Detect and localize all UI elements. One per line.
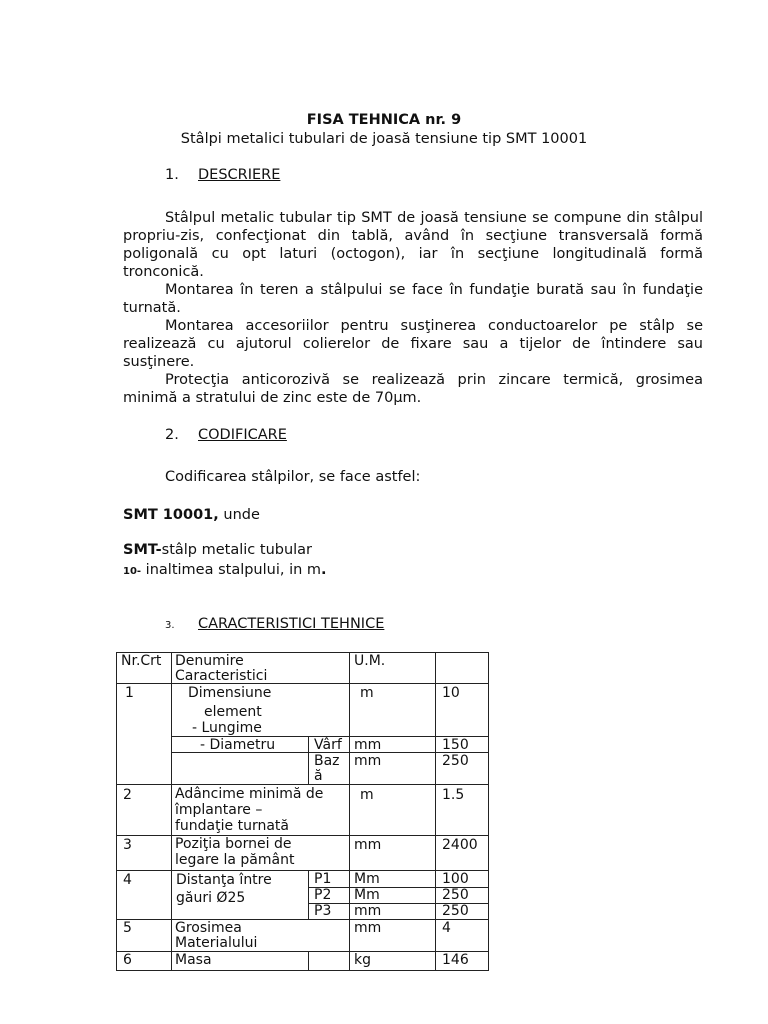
row3-um: mm: [354, 837, 382, 853]
section-heading-codificare: [165, 427, 287, 443]
row2-den-2: împlantare –: [175, 802, 263, 818]
description-paragraph-4: Protecţia anticorozivă se realizează prin zincare termică, grosimea minimă a stratului de zinc este de 70µm.: [123, 372, 703, 406]
row2-den-3: fundaţie turnată: [175, 818, 289, 834]
row2-um: m: [360, 787, 374, 803]
row6-nr: 6: [123, 952, 132, 968]
row5-nr: 5: [123, 920, 132, 936]
codification-intro: Codificarea stâlpilor, se face astfel:: [165, 469, 421, 485]
section-title: DESCRIERE: [198, 167, 281, 183]
smt-def: stâlp metalic tubular: [161, 542, 313, 558]
header-um: U.M.: [354, 653, 386, 669]
row5-value: 4: [442, 920, 451, 936]
height-term: 10-: [123, 566, 142, 577]
row4-den-1: Distanţa între: [176, 872, 272, 888]
row1-den-1: Dimensiune: [188, 685, 272, 701]
row2-den-1: Adâncime minimă de: [175, 786, 324, 802]
section-number: 3.: [165, 620, 175, 631]
row2-value: 1.5: [442, 787, 465, 803]
row6-value: 146: [442, 952, 469, 968]
row4-p3-um: mm: [354, 903, 382, 919]
height-definition: [123, 562, 327, 578]
header-nr: Nr.Crt: [121, 653, 162, 669]
row4-p1: P1: [314, 871, 332, 887]
row5-um: mm: [354, 920, 382, 936]
row3-den-2: legare la pământ: [175, 852, 295, 868]
row5-den-1: Grosimea: [175, 920, 242, 936]
row4-p2: P2: [314, 887, 332, 903]
description-paragraph-1: Stâlpul metalic tubular tip SMT de joasă tensiune se compune din stâlpul propriu-zis, confecţionat din tablă, având în secţiune transversală formă poligonală cu opt laturi (octogon), iar în secţiune longitudinală formă tronconică.: [123, 210, 703, 280]
row4-p2-um: Mm: [354, 887, 380, 903]
description-paragraph-3: Montarea accesoriilor pentru susţinerea conductoarelor pe stâlp se realizează cu ajutorul colierelor de fixare sau a tijelor de întindere sau susţinere.: [123, 318, 703, 370]
row4-p2-value: 250: [442, 887, 469, 903]
row3-den-1: Poziţia bornei de: [175, 836, 292, 852]
row1b-sub: Vârf: [314, 737, 342, 753]
header-denumire-2: Caracteristici: [175, 668, 268, 684]
header-denumire-1: Denumire: [175, 653, 244, 669]
row1-nr: 1: [125, 685, 134, 701]
row4-p1-value: 100: [442, 871, 469, 887]
row4-p1-um: Mm: [354, 871, 380, 887]
row6-um: kg: [354, 952, 371, 968]
code-suffix: unde: [218, 507, 260, 523]
row6-den: Masa: [175, 952, 212, 968]
document-title: FISA TEHNICA nr. 9: [306, 112, 462, 128]
row1-um: m: [360, 685, 374, 701]
row1c-value: 250: [442, 753, 469, 769]
row4-p3-value: 250: [442, 903, 469, 919]
row5-den-2: Materialului: [175, 935, 258, 951]
row3-nr: 3: [123, 837, 132, 853]
characteristics-table: [116, 652, 489, 972]
row1b-value: 150: [442, 737, 469, 753]
description-paragraph-2: Montarea în teren a stâlpului se face în fundaţie burată sau în fundaţie turnată.: [123, 282, 703, 316]
row1b-um: mm: [354, 737, 382, 753]
row4-den-2: găuri Ø25: [176, 890, 246, 906]
section-heading-caracteristici: [165, 616, 384, 632]
section-number: 2.: [165, 427, 179, 443]
smt-term: SMT-: [123, 542, 162, 558]
section-title: CARACTERISTICI TEHNICE: [198, 616, 385, 632]
row1-value: 10: [442, 685, 460, 701]
section-number: 1.: [165, 167, 179, 183]
row1c-sub-2: ă: [314, 768, 323, 784]
document-subtitle: Stâlpi metalici tubulari de joasă tensiune tip SMT 10001: [180, 131, 588, 147]
height-dot: .: [321, 562, 327, 578]
row3-value: 2400: [442, 837, 478, 853]
row4-p3: P3: [314, 903, 332, 919]
code-value: SMT 10001,: [123, 507, 219, 523]
row4-nr: 4: [123, 872, 132, 888]
row1-den-3: - Lungime: [192, 720, 262, 736]
row1c-sub-1: Baz: [314, 753, 340, 769]
row1-den-2: element: [204, 704, 262, 720]
code-line: [123, 507, 260, 523]
row1b-den: - Diametru: [200, 737, 276, 753]
section-title: CODIFICARE: [198, 427, 287, 443]
row2-nr: 2: [123, 787, 132, 803]
row1c-um: mm: [354, 753, 382, 769]
height-def: inaltimea stalpului, in m: [141, 562, 322, 578]
smt-definition: [123, 542, 312, 558]
section-heading-descriere: [165, 167, 280, 183]
